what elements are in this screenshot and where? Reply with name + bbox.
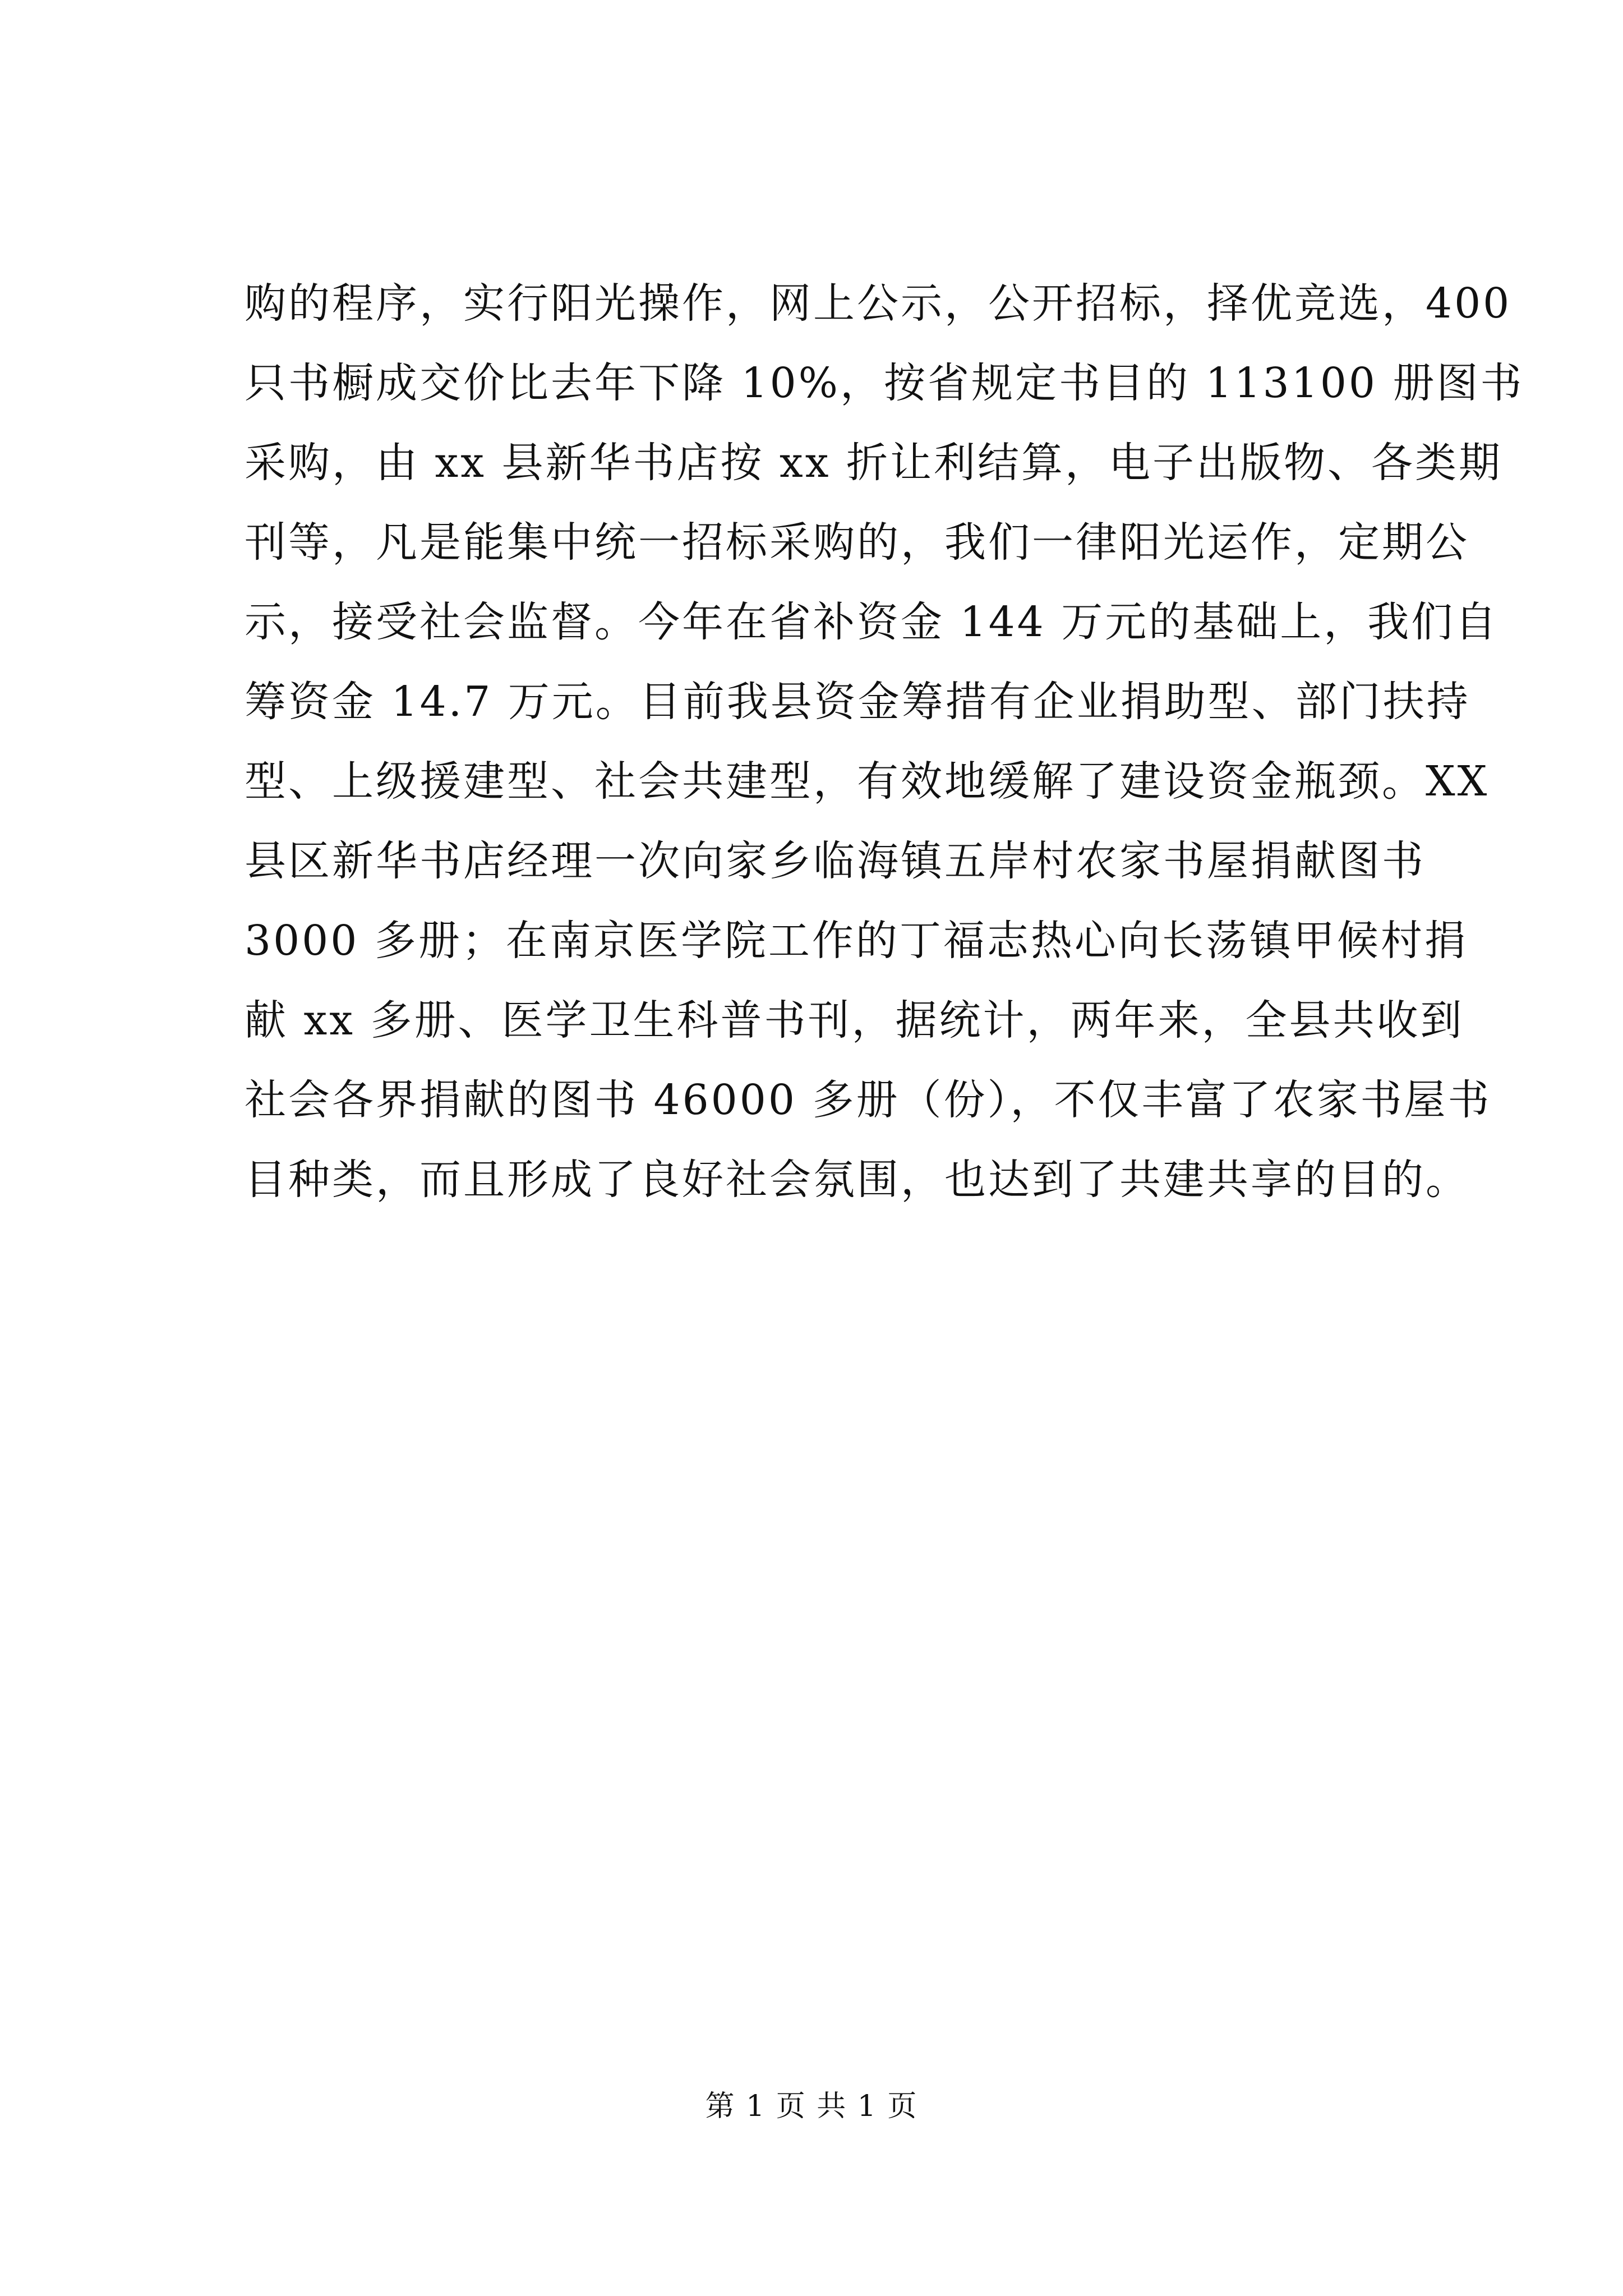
paragraph-line: 采购，由 xx 县新华书店按 xx 折让利结算，电子出版物、各类期 bbox=[245, 439, 1503, 487]
body-paragraph bbox=[245, 264, 1524, 1220]
page-footer: 第 1 页 共 1 页 bbox=[705, 2090, 918, 2123]
paragraph-line: 社会各界捐献的图书 46000 多册（份），不仅丰富了农家书屋书 bbox=[245, 1076, 1492, 1124]
paragraph-line: 只书橱成交价比去年下降 10%，按省规定书目的 113100 册图书 bbox=[245, 359, 1524, 407]
paragraph-line: 示，接受社会监督。今年在省补资金 144 万元的基础上，我们自 bbox=[245, 598, 1499, 646]
paragraph-line: 献 xx 多册、医学卫生科普书刊，据统计，两年来，全县共收到 bbox=[245, 996, 1464, 1045]
paragraph-line: 县区新华书店经理一次向家乡临海镇五岸村农家书屋捐献图书 bbox=[245, 837, 1426, 885]
paragraph-line: 3000 多册；在南京医学院工作的丁福志热心向长荡镇甲候村捐 bbox=[245, 917, 1468, 965]
paragraph-line: 刊等，凡是能集中统一招标采购的，我们一律阳光运作，定期公 bbox=[245, 518, 1469, 567]
paragraph-line: 购的程序，实行阳光操作，网上公示，公开招标，择优竞选，400 bbox=[245, 279, 1512, 328]
paragraph-line: 筹资金 14.7 万元。目前我县资金筹措有企业捐助型、部门扶持 bbox=[245, 678, 1470, 726]
paragraph-line: 型、上级援建型、社会共建型，有效地缓解了建设资金瓶颈。XX bbox=[245, 757, 1490, 806]
paragraph-line: 目种类，而且形成了良好社会氛围，也达到了共建共享的目的。 bbox=[245, 1156, 1469, 1204]
